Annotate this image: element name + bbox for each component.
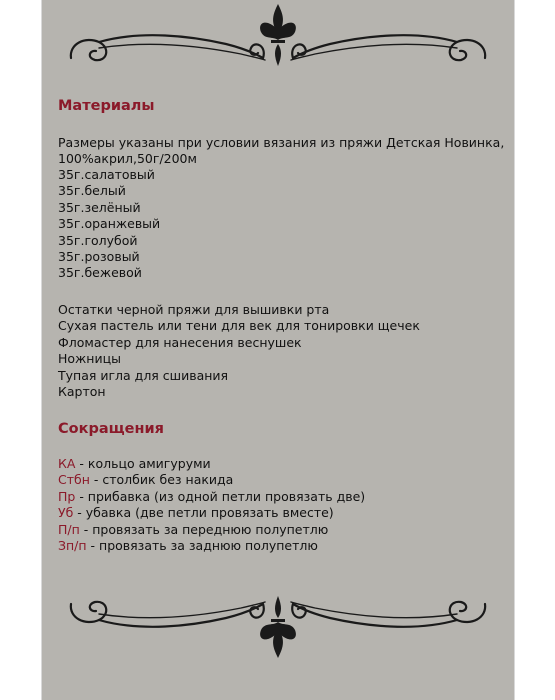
abbreviation-item	[58, 522, 365, 538]
abbreviation-code: П/п	[58, 521, 80, 537]
color-item: 35г.розовый	[58, 249, 140, 265]
material-item: Остатки черной пряжи для вышивки рта	[58, 302, 330, 317]
abbreviation-meaning: - кольцо амигуруми	[75, 456, 211, 471]
color-item: 35г.оранжевый	[58, 216, 161, 232]
document-card	[41, 0, 515, 700]
abbreviation-item	[58, 505, 365, 521]
abbreviations-list	[58, 456, 365, 554]
abbreviation-meaning: - прибавка (из одной петли провязать две)	[75, 488, 366, 504]
color-item: 35г.салатовый	[58, 167, 155, 182]
intro-line: Размеры указаны при условии вязания из пряжи Детская Новинка,	[58, 135, 505, 150]
top-scroll-flourish-icon	[41, 0, 515, 80]
abbreviation-code: Зп/п	[58, 538, 87, 554]
material-item: Картон	[58, 384, 106, 400]
abbreviation-item	[58, 456, 365, 472]
color-item: 35г.голубой	[58, 232, 138, 248]
abbreviation-code: Пр	[58, 488, 76, 504]
abbreviation-item	[58, 489, 365, 505]
material-item: Ножницы	[58, 351, 121, 367]
materials-heading: Материалы	[58, 98, 155, 114]
abbreviation-item	[58, 538, 365, 554]
color-item: 35г.белый	[58, 183, 126, 199]
extra-materials-list	[58, 302, 420, 400]
color-item: 35г.зелёный	[58, 199, 141, 215]
yarn-colors-list	[58, 167, 160, 282]
material-item: Тупая игла для сшивания	[58, 367, 229, 383]
abbreviation-meaning: - провязать за заднюю полупетлю	[86, 538, 318, 554]
abbreviation-meaning: - убавка (две петли провязать вместе)	[73, 505, 334, 521]
material-item: Сухая пастель или тени для век для тонировки щечек	[58, 318, 420, 334]
material-item: Фломастер для нанесения веснушек	[58, 334, 302, 350]
abbreviation-code: Стбн	[58, 472, 90, 488]
color-item: 35г.бежевой	[58, 265, 142, 281]
abbreviations-heading: Сокращения	[58, 421, 164, 437]
abbreviation-meaning: - провязать за переднюю полупетлю	[79, 521, 329, 537]
abbreviation-meaning: - столбик без накида	[89, 472, 234, 488]
abbreviation-item	[58, 472, 365, 488]
abbreviation-code: КА	[58, 456, 76, 471]
yarn-description	[58, 135, 508, 168]
intro-line: 100%акрил,50г/200м	[58, 151, 197, 167]
abbreviation-code: Уб	[58, 505, 74, 521]
bottom-scroll-flourish-icon	[41, 582, 515, 662]
